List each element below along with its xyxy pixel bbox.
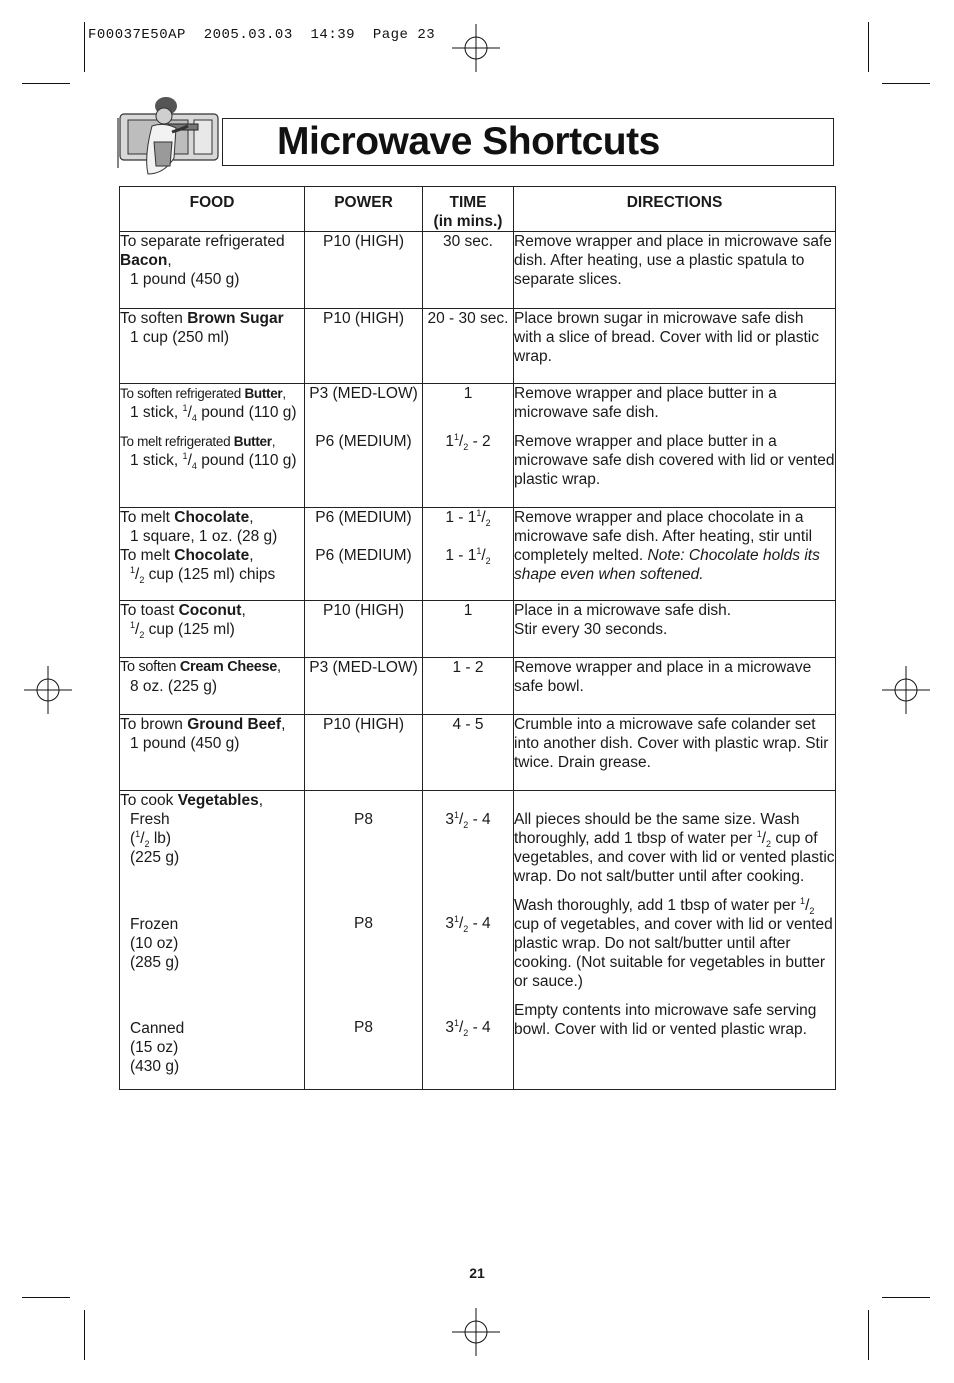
time-value xyxy=(423,508,513,527)
power-cell: P3 (MED-LOW) xyxy=(305,658,423,715)
food-text: , xyxy=(282,386,286,401)
fraction-slash: / xyxy=(458,915,464,932)
time-text: 1 - 1 xyxy=(445,509,477,526)
food-quantity: cup (125 ml) chips xyxy=(144,566,276,583)
registration-mark-icon xyxy=(452,24,500,72)
fraction-numerator: 1 xyxy=(453,1017,459,1028)
food-quantity: 1 pound (450 g) xyxy=(130,735,240,752)
power-value: P3 (MED-LOW) xyxy=(309,385,418,402)
veg-type: Frozen xyxy=(130,916,179,933)
food-cell xyxy=(120,508,305,601)
header-time xyxy=(423,187,514,232)
directions-cell xyxy=(514,791,836,1090)
time-value xyxy=(423,914,513,933)
fraction-denominator: 2 xyxy=(809,906,815,917)
directions-text: Remove wrapper and place butter in a microwave safe dish covered with lid or vented plastic wrap. xyxy=(514,433,835,488)
title-box xyxy=(222,118,834,166)
food-cell xyxy=(120,791,305,1090)
food-quantity: 1 pound (450 g) xyxy=(130,271,240,288)
time-text: - 4 xyxy=(468,811,491,828)
food-quantity: pound (110 g) xyxy=(196,452,297,469)
fraction-denominator: 2 xyxy=(139,575,145,586)
food-text: To cook xyxy=(120,792,178,809)
food-text: To separate refrigerated xyxy=(120,233,285,250)
directions-text xyxy=(514,810,835,886)
food-text: To toast xyxy=(120,602,179,619)
time-text: - 2 xyxy=(468,433,491,450)
table-row xyxy=(120,508,836,601)
table-header-row xyxy=(120,187,836,232)
fraction-numerator: 1 xyxy=(453,809,459,820)
directions-cell: Place brown sugar in microwave safe dish with a slice of bread. Cover with lid or plastic wrap. xyxy=(514,309,836,384)
crop-mark xyxy=(868,1310,869,1360)
fraction-denominator: 2 xyxy=(463,442,469,453)
fraction-slash: / xyxy=(458,811,464,828)
food-quantity: (285 g) xyxy=(130,954,180,971)
table-row xyxy=(120,309,836,384)
crop-mark xyxy=(22,1297,70,1298)
food-name: Coconut xyxy=(178,602,242,619)
crop-mark xyxy=(868,22,869,72)
fraction-slash: / xyxy=(135,621,140,638)
food-cell xyxy=(120,309,305,384)
veg-type: Fresh xyxy=(130,811,170,828)
header-food: FOOD xyxy=(120,187,305,232)
fraction-numerator: 1 xyxy=(130,564,136,575)
fraction-slash: / xyxy=(140,830,145,847)
food-text: , xyxy=(277,659,281,675)
page-number: 21 xyxy=(469,1265,485,1281)
fraction-numerator: 1 xyxy=(182,450,188,461)
crop-mark xyxy=(22,83,70,84)
time-value xyxy=(423,432,513,451)
food-name: Bacon xyxy=(120,252,168,269)
food-quantity: (10 oz) xyxy=(130,935,179,952)
registration-mark-icon xyxy=(24,666,72,714)
time-text: 1 - 1 xyxy=(445,547,477,564)
table-row xyxy=(120,232,836,309)
directions-cell: Crumble into a microwave safe colander set into another dish. Cover with plastic wrap. Stir twice. Drain grease. xyxy=(514,715,836,791)
directions-cell xyxy=(514,384,836,508)
fraction-denominator: 4 xyxy=(191,461,197,472)
food-name: Butter xyxy=(233,434,272,449)
food-name: Butter xyxy=(244,386,283,401)
shortcuts-table xyxy=(119,186,836,1090)
fraction-denominator: 2 xyxy=(766,839,772,850)
power-value: P8 xyxy=(354,811,373,828)
power-value: P6 (MEDIUM) xyxy=(315,547,412,564)
time-text: - 4 xyxy=(468,1019,491,1036)
directions-text xyxy=(514,896,835,991)
directions-cell: Remove wrapper and place in microwave safe dish. After heating, use a plastic spatula to separate slices. xyxy=(514,232,836,309)
fraction-denominator: 4 xyxy=(191,413,197,424)
food-name: Brown Sugar xyxy=(187,310,284,327)
crop-mark xyxy=(84,1310,85,1360)
time-cell xyxy=(423,791,514,1090)
food-quantity: 8 oz. (225 g) xyxy=(130,678,218,695)
fraction-denominator: 2 xyxy=(485,518,491,529)
time-cell: 4 - 5 xyxy=(423,715,514,791)
power-value: P8 xyxy=(354,915,373,932)
power-value: P6 (MEDIUM) xyxy=(315,433,412,450)
header-power: POWER xyxy=(305,187,423,232)
food-text: To melt xyxy=(120,509,175,526)
fraction-denominator: 2 xyxy=(139,630,145,641)
print-header: F00037E50AP 2005.03.03 14:39 Page 23 xyxy=(88,27,436,43)
power-cell: P10 (HIGH) xyxy=(305,309,423,384)
time-value: 1 xyxy=(463,385,473,402)
fraction-slash: / xyxy=(805,897,810,914)
fraction-slash: / xyxy=(187,404,192,421)
food-text: , xyxy=(249,509,254,526)
power-cell xyxy=(305,508,423,601)
food-text: To soften refrigerated xyxy=(120,386,245,401)
food-quantity: 1 stick, xyxy=(130,404,183,421)
fraction-numerator: 1 xyxy=(453,913,459,924)
directions-note: Note: Chocolate holds its shape even when softened. xyxy=(514,547,820,583)
directions-text: Remove wrapper and place butter in a microwave safe dish. xyxy=(514,385,777,421)
fraction-slash: / xyxy=(481,547,486,564)
time-cell: 1 - 2 xyxy=(423,658,514,715)
food-text: , xyxy=(167,252,172,269)
fraction-numerator: 1 xyxy=(182,402,188,413)
food-quantity: cup (125 ml) xyxy=(144,621,235,638)
fraction-denominator: 2 xyxy=(485,556,491,567)
time-text: 1 xyxy=(445,433,454,450)
food-name: Chocolate xyxy=(174,509,250,526)
fraction-numerator: 1 xyxy=(453,431,459,442)
fraction-numerator: 1 xyxy=(476,507,482,518)
time-cell xyxy=(423,508,514,601)
time-value xyxy=(423,810,513,829)
food-cell xyxy=(120,384,305,508)
time-text: - 4 xyxy=(468,915,491,932)
fraction-denominator: 2 xyxy=(463,1028,469,1039)
food-text: , xyxy=(258,792,264,809)
food-quantity: (225 g) xyxy=(130,849,180,866)
crop-mark xyxy=(84,22,85,72)
directions-text: Place in a microwave safe dish. xyxy=(514,602,732,619)
food-quantity: 1 square, 1 oz. (28 g) xyxy=(130,528,278,545)
crop-mark xyxy=(882,83,930,84)
food-text: , xyxy=(281,716,286,733)
crop-mark xyxy=(882,1297,930,1298)
power-value: P8 xyxy=(354,1019,373,1036)
food-name: Cream Cheese xyxy=(179,659,278,675)
food-cell xyxy=(120,715,305,791)
directions-cell xyxy=(514,508,836,601)
time-cell xyxy=(423,384,514,508)
power-cell: P10 (HIGH) xyxy=(305,601,423,658)
veg-type: Canned xyxy=(130,1020,185,1037)
food-quantity: lb) xyxy=(149,830,172,847)
directions-text: Remove wrapper and place chocolate in a microwave safe dish. After heating, stir until completely melted. xyxy=(514,509,813,564)
chef-microwave-illustration-icon xyxy=(114,96,224,180)
fraction-slash: / xyxy=(458,1019,464,1036)
registration-mark-icon xyxy=(452,1308,500,1356)
food-text: To brown xyxy=(120,716,188,733)
page-title: Microwave Shortcuts xyxy=(277,120,660,163)
directions-cell: Remove wrapper and place in a microwave safe bowl. xyxy=(514,658,836,715)
food-text: To soften xyxy=(120,310,188,327)
food-text: To melt xyxy=(120,547,175,564)
power-value: P6 (MEDIUM) xyxy=(315,509,412,526)
food-name: Chocolate xyxy=(174,547,250,564)
fraction-slash: / xyxy=(761,830,767,847)
food-quantity: ( xyxy=(130,830,136,847)
food-text: To soften xyxy=(120,659,180,675)
time-cell: 30 sec. xyxy=(423,232,514,309)
food-quantity: pound (110 g) xyxy=(196,404,297,421)
header-time-label: TIME xyxy=(449,194,487,211)
fraction-denominator: 2 xyxy=(463,924,469,935)
time-text: 3 xyxy=(445,1019,454,1036)
time-text: 3 xyxy=(445,915,454,932)
fraction-slash: / xyxy=(135,566,140,583)
time-value xyxy=(423,546,513,565)
fraction-numerator: 1 xyxy=(130,619,136,630)
food-text: , xyxy=(249,547,254,564)
header-directions: DIRECTIONS xyxy=(514,187,836,232)
fraction-slash: / xyxy=(481,509,486,526)
directions-text: Empty contents into microwave safe serving bowl. Cover with lid or vented plastic wrap. xyxy=(514,1002,817,1038)
fraction-numerator: 1 xyxy=(476,545,482,556)
fraction-numerator: 1 xyxy=(135,828,141,839)
food-cell xyxy=(120,601,305,658)
directions-text: Wash thoroughly, add 1 tbsp of water per xyxy=(514,897,801,914)
fraction-slash: / xyxy=(458,433,464,450)
food-cell xyxy=(120,232,305,309)
header-time-unit: (in mins.) xyxy=(433,213,503,230)
food-name: Ground Beef xyxy=(187,716,282,733)
registration-mark-icon xyxy=(882,666,930,714)
power-cell xyxy=(305,384,423,508)
table-row xyxy=(120,791,836,1090)
fraction-denominator: 2 xyxy=(463,820,469,831)
directions-text: Stir every 30 seconds. xyxy=(514,621,668,638)
time-cell: 20 - 30 sec. xyxy=(423,309,514,384)
food-quantity: 1 cup (250 ml) xyxy=(130,329,230,346)
fraction-slash: / xyxy=(187,452,192,469)
food-text: , xyxy=(241,602,246,619)
time-cell: 1 xyxy=(423,601,514,658)
table-row xyxy=(120,384,836,508)
time-text: 3 xyxy=(445,811,454,828)
time-value xyxy=(423,1018,513,1037)
power-cell xyxy=(305,791,423,1090)
power-cell: P10 (HIGH) xyxy=(305,232,423,309)
table-row xyxy=(120,715,836,791)
food-quantity: (430 g) xyxy=(130,1058,180,1075)
fraction-numerator: 1 xyxy=(756,828,762,839)
food-name: Vegetables xyxy=(177,792,259,809)
power-cell: P10 (HIGH) xyxy=(305,715,423,791)
food-text: To melt refrigerated xyxy=(120,434,234,449)
food-cell xyxy=(120,658,305,715)
fraction-numerator: 1 xyxy=(800,895,806,906)
directions-text: cup of vegetables, and cover with lid or vented plastic wrap. Do not salt/butter until after cooking. xyxy=(514,830,835,885)
food-quantity: (15 oz) xyxy=(130,1039,179,1056)
directions-text: cup of vegetables, and cover with lid or vented plastic wrap. Do not salt/butter until after cooking. (Not suitable for vegetables in butter or sauce.) xyxy=(514,916,833,990)
food-text: , xyxy=(271,434,276,449)
directions-text: All pieces should be the same size. Wash thoroughly, add 1 tbsp of water per xyxy=(514,811,800,847)
directions-cell xyxy=(514,601,836,658)
fraction-denominator: 2 xyxy=(144,839,150,850)
table-row xyxy=(120,658,836,715)
table-row xyxy=(120,601,836,658)
food-quantity: 1 stick, xyxy=(130,452,183,469)
